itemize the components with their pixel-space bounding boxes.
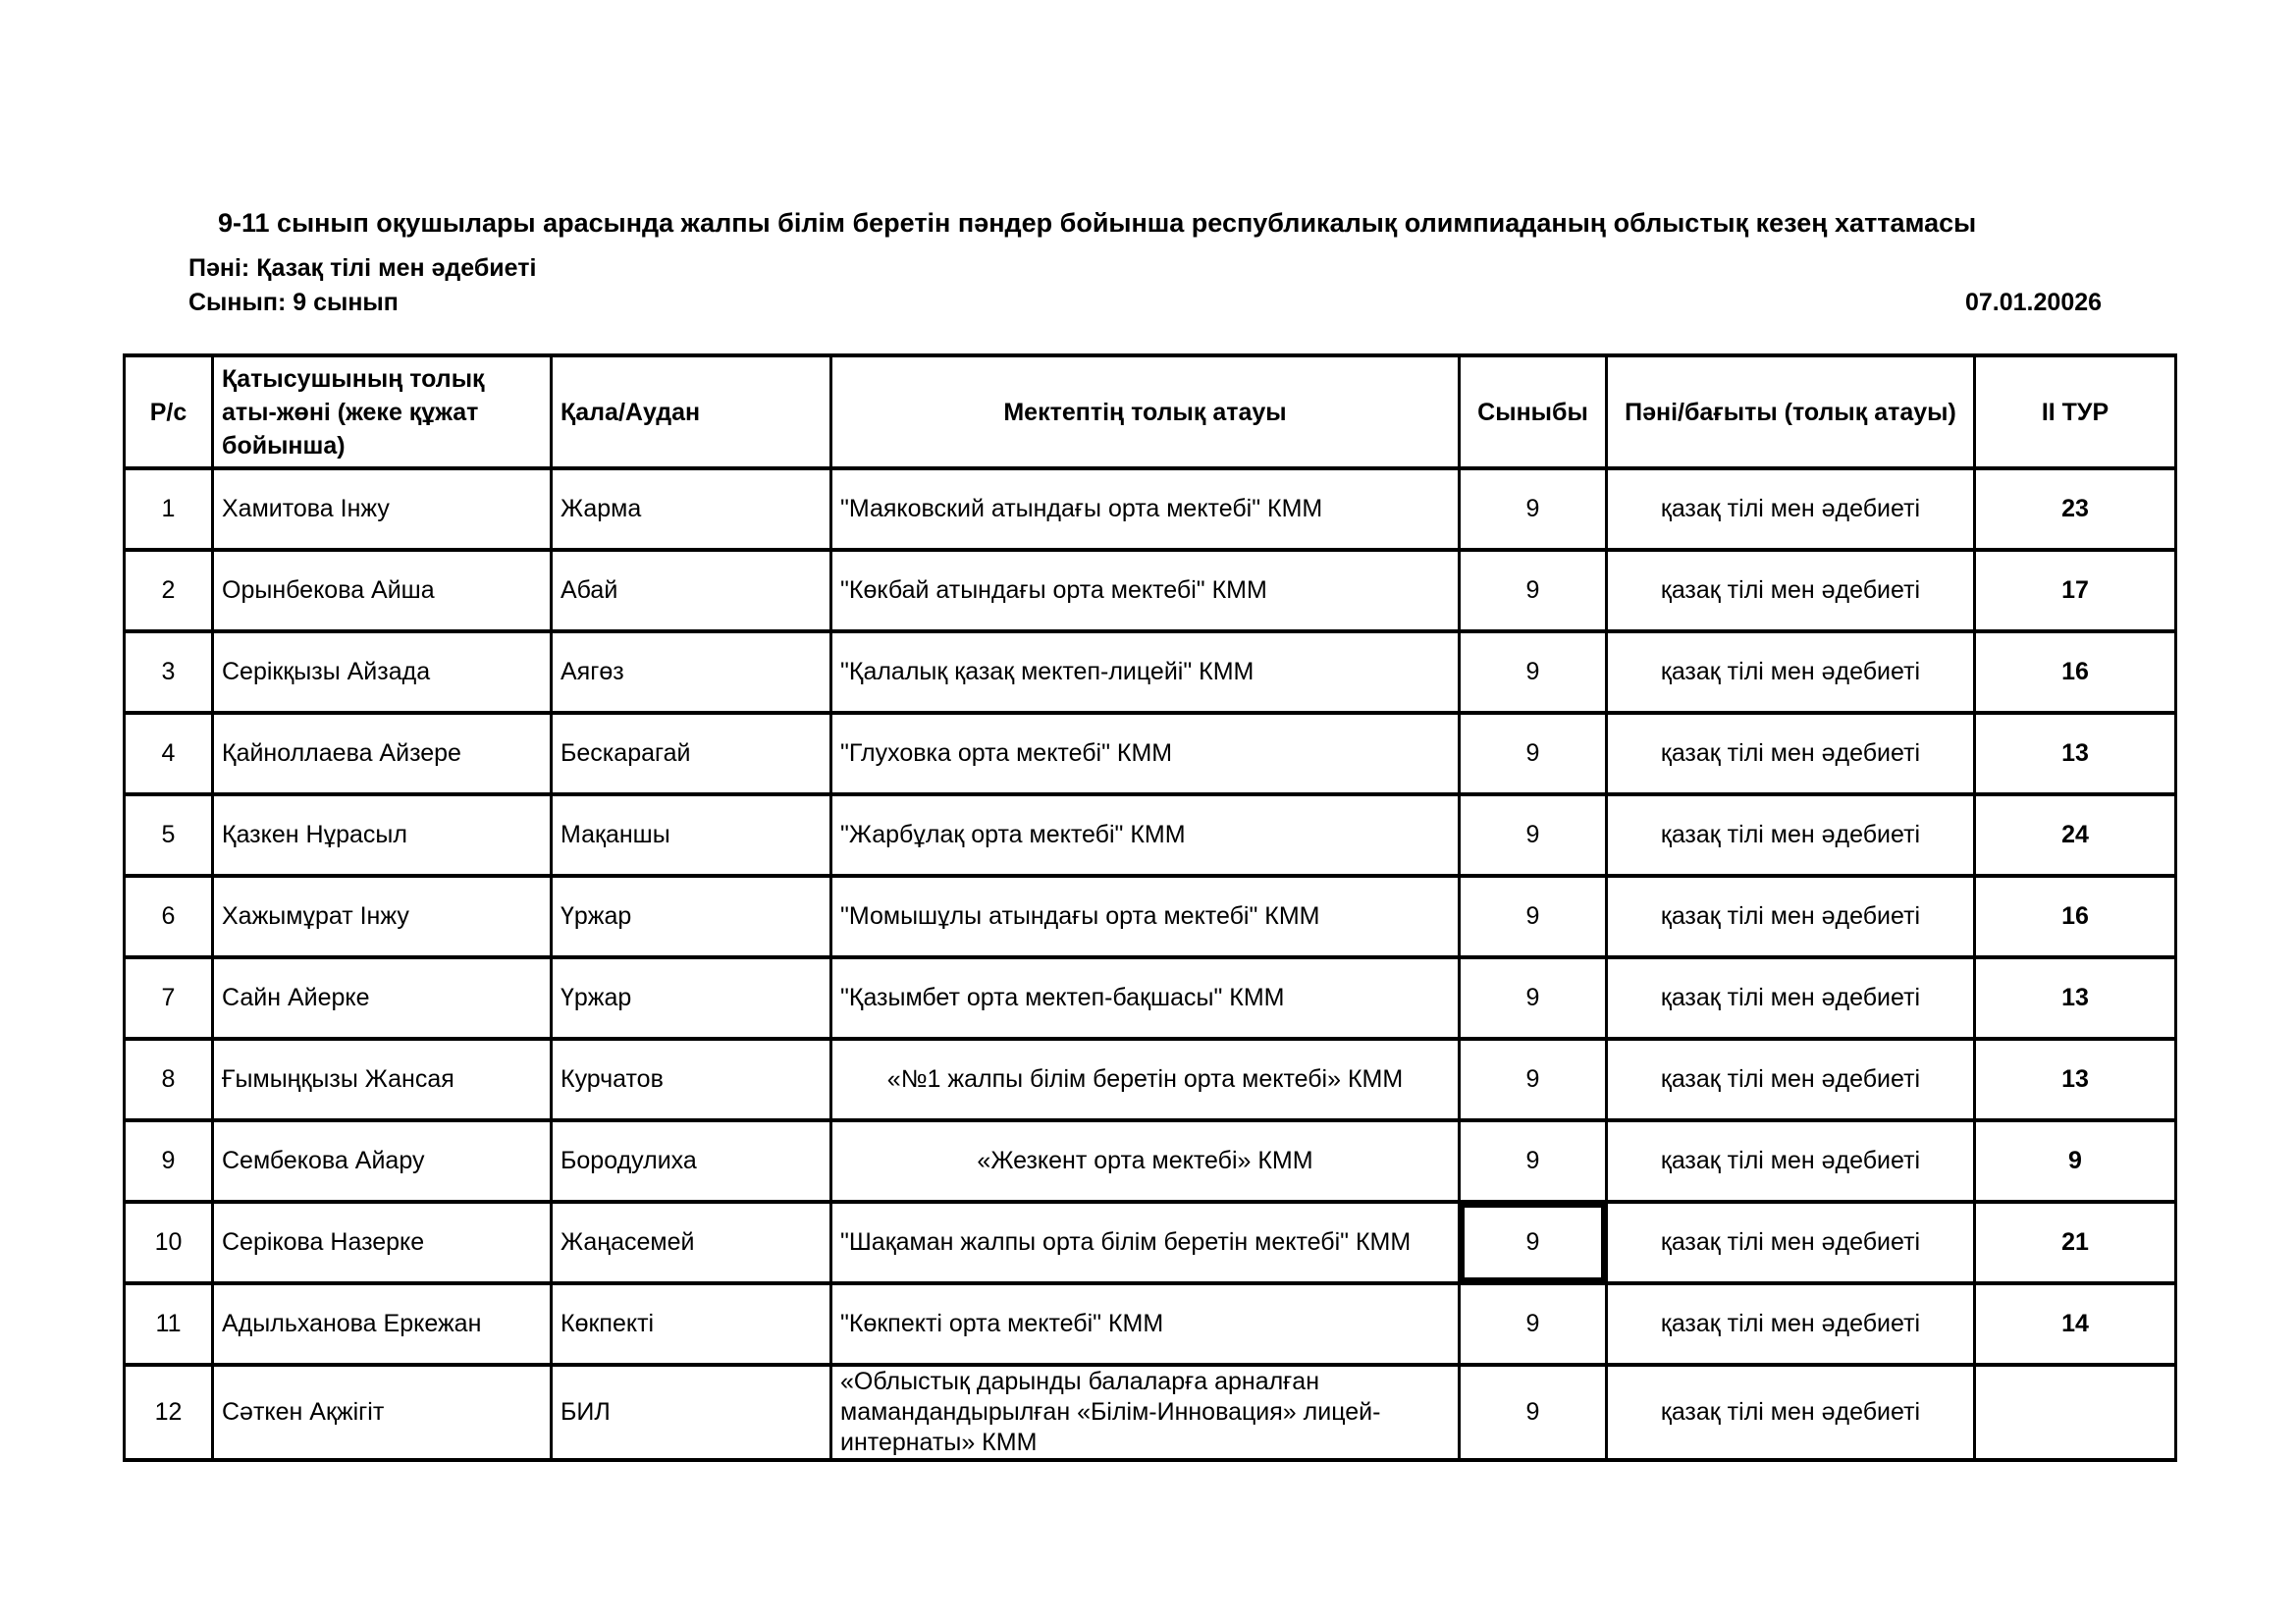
participant-name: Орынбекова Айша bbox=[213, 550, 552, 631]
school-name: "Жарбұлақ орта мектебі" КММ bbox=[831, 794, 1460, 876]
subject: қазақ тілі мен әдебиеті bbox=[1607, 1283, 1975, 1365]
city-district: Көкпекті bbox=[552, 1283, 831, 1365]
grade: 9 bbox=[1460, 1120, 1607, 1202]
header-subject: Пәні/бағыты (толық атауы) bbox=[1607, 355, 1975, 468]
participant-name: Қазкен Нұрасыл bbox=[213, 794, 552, 876]
header-city-district: Қала/Аудан bbox=[552, 355, 831, 468]
table-row bbox=[125, 468, 2176, 550]
subject: қазақ тілі мен әдебиеті bbox=[1607, 1120, 1975, 1202]
subject: қазақ тілі мен әдебиеті bbox=[1607, 631, 1975, 713]
subject: қазақ тілі мен әдебиеті bbox=[1607, 876, 1975, 957]
grade: 9 bbox=[1460, 713, 1607, 794]
row-number: 9 bbox=[125, 1120, 213, 1202]
table-row bbox=[125, 1365, 2176, 1460]
subject: қазақ тілі мен әдебиеті bbox=[1607, 1202, 1975, 1283]
row-number: 8 bbox=[125, 1039, 213, 1120]
school-name: «Жезкент орта мектебі» КММ bbox=[831, 1120, 1460, 1202]
header-row-number: Р/с bbox=[125, 355, 213, 468]
row-number: 11 bbox=[125, 1283, 213, 1365]
grade: 9 bbox=[1460, 550, 1607, 631]
subject-line: Пәні: Қазақ тілі мен әдебиеті bbox=[188, 254, 537, 282]
table-row bbox=[125, 1120, 2176, 1202]
school-name: "Қазымбет орта мектеп-бақшасы" КММ bbox=[831, 957, 1460, 1039]
table-row bbox=[125, 957, 2176, 1039]
tour2-score: 16 bbox=[1975, 631, 2176, 713]
table-body bbox=[125, 468, 2176, 1460]
grade: 9 bbox=[1460, 794, 1607, 876]
subject: қазақ тілі мен әдебиеті bbox=[1607, 957, 1975, 1039]
row-number: 12 bbox=[125, 1365, 213, 1460]
city-district: Жарма bbox=[552, 468, 831, 550]
grade: 9 bbox=[1460, 1365, 1607, 1460]
subject: қазақ тілі мен әдебиеті bbox=[1607, 550, 1975, 631]
participant-name: Хамитова Інжу bbox=[213, 468, 552, 550]
city-district: Аягөз bbox=[552, 631, 831, 713]
class-line: Сынып: 9 сынып bbox=[188, 289, 399, 316]
school-name: "Шақаман жалпы орта білім беретін мектебі" КММ bbox=[831, 1202, 1460, 1283]
row-number: 1 bbox=[125, 468, 213, 550]
school-name: "Көкпекті орта мектебі" КММ bbox=[831, 1283, 1460, 1365]
row-number: 4 bbox=[125, 713, 213, 794]
grade: 9 bbox=[1460, 1202, 1607, 1283]
tour2-score: 13 bbox=[1975, 713, 2176, 794]
participant-name: Қайноллаева Айзере bbox=[213, 713, 552, 794]
city-district: Бескарагай bbox=[552, 713, 831, 794]
participant-name: Сайн Айерке bbox=[213, 957, 552, 1039]
tour2-score: 16 bbox=[1975, 876, 2176, 957]
school-name: "Момышұлы атындағы орта мектебі" КММ bbox=[831, 876, 1460, 957]
city-district: БИЛ bbox=[552, 1365, 831, 1460]
subject: қазақ тілі мен әдебиеті bbox=[1607, 794, 1975, 876]
row-number: 3 bbox=[125, 631, 213, 713]
row-number: 10 bbox=[125, 1202, 213, 1283]
table-row bbox=[125, 713, 2176, 794]
city-district: Курчатов bbox=[552, 1039, 831, 1120]
participant-name: Серікқызы Айзада bbox=[213, 631, 552, 713]
city-district: Бородулиха bbox=[552, 1120, 831, 1202]
tour2-score: 21 bbox=[1975, 1202, 2176, 1283]
participant-name: Адыльханова Еркежан bbox=[213, 1283, 552, 1365]
subject: қазақ тілі мен әдебиеті bbox=[1607, 1365, 1975, 1460]
table-row bbox=[125, 876, 2176, 957]
header-participant-name: Қатысушының толық аты-жөні (жеке құжат бойынша) bbox=[213, 355, 552, 468]
school-name: "Глуховка орта мектебі" КММ bbox=[831, 713, 1460, 794]
tour2-score: 14 bbox=[1975, 1283, 2176, 1365]
table-row bbox=[125, 631, 2176, 713]
protocol-date: 07.01.20026 bbox=[1965, 289, 2103, 316]
header-row bbox=[125, 355, 2176, 468]
row-number: 6 bbox=[125, 876, 213, 957]
school-name: «№1 жалпы білім беретін орта мектебі» КММ bbox=[831, 1039, 1460, 1120]
school-name: «Облыстық дарынды балаларға арналған мамандандырылған «Білім-Инновация» лицей-интернаты» КММ bbox=[831, 1365, 1460, 1460]
table-row bbox=[125, 550, 2176, 631]
school-name: "Көкбай атындағы орта мектебі" КММ bbox=[831, 550, 1460, 631]
city-district: Абай bbox=[552, 550, 831, 631]
participant-name: Серікова Назерке bbox=[213, 1202, 552, 1283]
tour2-score: 23 bbox=[1975, 468, 2176, 550]
school-name: "Қалалық қазақ мектеп-лицейі" КММ bbox=[831, 631, 1460, 713]
table-row bbox=[125, 1202, 2176, 1283]
row-number: 7 bbox=[125, 957, 213, 1039]
header-grade: Сыныбы bbox=[1460, 355, 1607, 468]
row-number: 2 bbox=[125, 550, 213, 631]
city-district: Үржар bbox=[552, 876, 831, 957]
grade: 9 bbox=[1460, 957, 1607, 1039]
results-table bbox=[123, 353, 2177, 1462]
grade: 9 bbox=[1460, 631, 1607, 713]
participant-name: Ғымыңқызы Жансая bbox=[213, 1039, 552, 1120]
grade: 9 bbox=[1460, 1039, 1607, 1120]
tour2-score: 17 bbox=[1975, 550, 2176, 631]
tour2-score bbox=[1975, 1365, 2176, 1460]
participant-name: Хажымұрат Інжу bbox=[213, 876, 552, 957]
city-district: Үржар bbox=[552, 957, 831, 1039]
table-row bbox=[125, 1039, 2176, 1120]
participant-name: Сембекова Айару bbox=[213, 1120, 552, 1202]
grade: 9 bbox=[1460, 468, 1607, 550]
table-row bbox=[125, 1283, 2176, 1365]
subject: қазақ тілі мен әдебиеті bbox=[1607, 1039, 1975, 1120]
page-title: 9-11 сынып оқушылары арасында жалпы білім беретін пәндер бойынша республикалық олимпиаданың облыстық кезең хаттамасы bbox=[218, 208, 1977, 238]
grade: 9 bbox=[1460, 1283, 1607, 1365]
tour2-score: 13 bbox=[1975, 1039, 2176, 1120]
subject: қазақ тілі мен әдебиеті bbox=[1607, 713, 1975, 794]
tour2-score: 13 bbox=[1975, 957, 2176, 1039]
participant-name: Сәткен Ақжігіт bbox=[213, 1365, 552, 1460]
school-name: "Маяковский атындағы орта мектебі" КММ bbox=[831, 468, 1460, 550]
row-number: 5 bbox=[125, 794, 213, 876]
city-district: Жаңасемей bbox=[552, 1202, 831, 1283]
city-district: Мақаншы bbox=[552, 794, 831, 876]
header-school-name: Мектептің толық атауы bbox=[831, 355, 1460, 468]
grade: 9 bbox=[1460, 876, 1607, 957]
tour2-score: 9 bbox=[1975, 1120, 2176, 1202]
tour2-score: 24 bbox=[1975, 794, 2176, 876]
header-tour2: II ТУР bbox=[1975, 355, 2176, 468]
subject: қазақ тілі мен әдебиеті bbox=[1607, 468, 1975, 550]
table-row bbox=[125, 794, 2176, 876]
